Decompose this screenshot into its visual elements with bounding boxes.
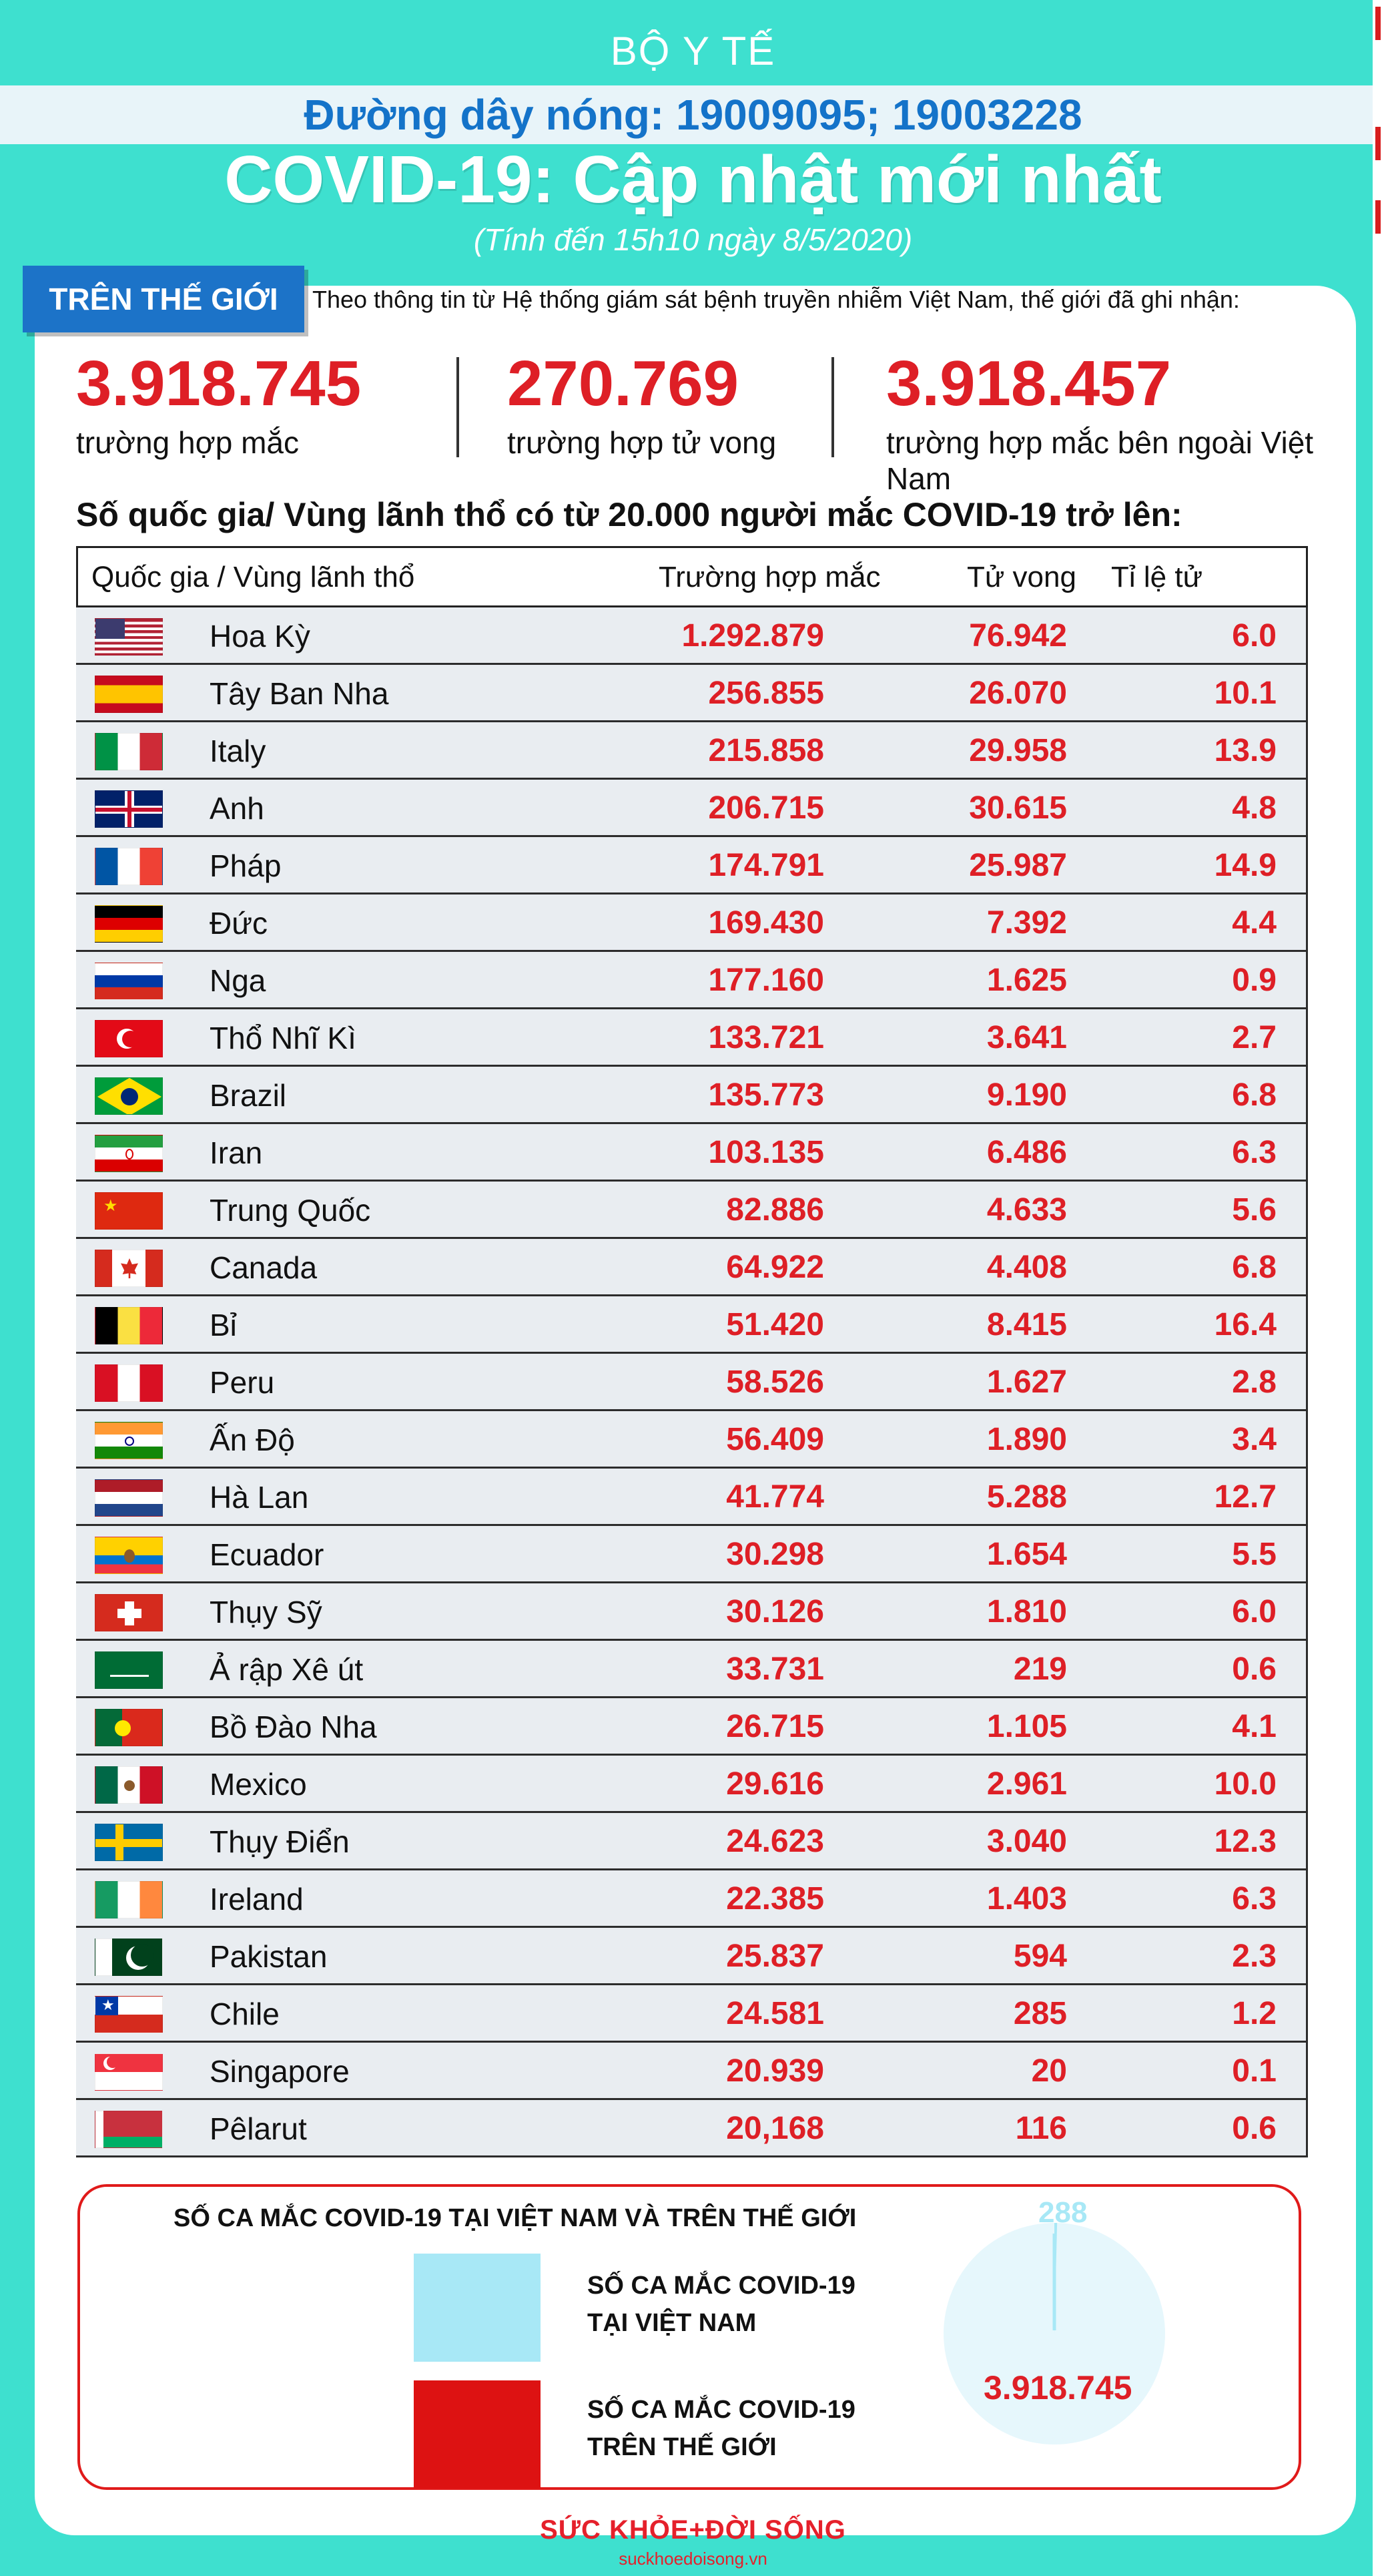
death-rate-cell: 2.3 — [1232, 1939, 1277, 1974]
country-name: Ireland — [210, 1882, 304, 1916]
deaths-cell: 25.987 — [969, 848, 1067, 883]
table-row — [76, 837, 1308, 894]
world-section-tag: TRÊN THẾ GIỚI — [23, 266, 304, 332]
table-row — [76, 1009, 1308, 1067]
table-row — [76, 2043, 1308, 2100]
cases-cell: 174.791 — [708, 848, 824, 883]
death-rate-cell: 3.4 — [1232, 1422, 1277, 1457]
country-name: Thụy Điển — [210, 1824, 350, 1859]
header-cases: Trường hợp mắc — [659, 561, 881, 593]
cases-cell: 24.623 — [726, 1824, 824, 1859]
cases-cell: 135.773 — [708, 1077, 824, 1113]
table-row — [76, 1411, 1308, 1469]
stat-divider — [456, 357, 459, 457]
deaths-cell: 219 — [1013, 1651, 1067, 1687]
belarus-flag-icon — [95, 2111, 163, 2148]
chile-flag-icon: ★ — [95, 1996, 163, 2033]
table-title: Số quốc gia/ Vùng lãnh thổ có từ 20.000 người mắc COVID-19 trở lên: — [76, 496, 1182, 533]
brazil-flag-icon — [95, 1077, 163, 1115]
deaths-cell: 1.810 — [986, 1594, 1067, 1629]
death-rate-cell: 6.0 — [1232, 1594, 1277, 1629]
country-name: Ấn Độ — [210, 1423, 295, 1457]
deaths-cell: 1.890 — [986, 1422, 1067, 1457]
country-name: Hà Lan — [210, 1480, 309, 1515]
org-name: BỘ Y TẾ — [610, 29, 776, 73]
table-row — [76, 1354, 1308, 1411]
country-name: Italy — [210, 734, 266, 768]
death-rate-cell: 12.3 — [1214, 1824, 1277, 1859]
cases-cell: 51.420 — [726, 1307, 824, 1342]
cases-cell: 169.430 — [708, 905, 824, 941]
country-name: Brazil — [210, 1078, 287, 1113]
deaths-cell: 1.105 — [986, 1709, 1067, 1744]
table-row — [76, 665, 1308, 722]
stat-value: 270.769 — [507, 348, 739, 419]
death-rate-cell: 4.8 — [1232, 790, 1277, 826]
canada-flag-icon — [95, 1250, 163, 1287]
cases-cell: 64.922 — [726, 1250, 824, 1285]
death-rate-cell: 1.2 — [1232, 1996, 1277, 2031]
deaths-cell: 5.288 — [986, 1479, 1067, 1515]
table-row — [76, 1067, 1308, 1124]
country-name: Thụy Sỹ — [210, 1595, 322, 1629]
table-row — [76, 1985, 1308, 2043]
cases-cell: 82.886 — [726, 1192, 824, 1228]
death-rate-cell: 14.9 — [1214, 848, 1277, 883]
as-of-date: (Tính đến 15h10 ngày 8/5/2020) — [473, 222, 913, 257]
stat-total-cases — [76, 347, 361, 461]
stat-divider — [831, 357, 834, 457]
deaths-cell: 4.408 — [986, 1250, 1067, 1285]
header-country: Quốc gia / Vùng lãnh thổ — [91, 561, 415, 593]
death-rate-cell: 4.1 — [1232, 1709, 1277, 1744]
death-rate-cell: 12.7 — [1214, 1479, 1277, 1515]
footer-brand-logo: SỨC KHỎE+ĐỜI SỐNG — [540, 2515, 846, 2545]
death-rate-cell: 2.8 — [1232, 1364, 1277, 1400]
death-rate-cell: 10.0 — [1214, 1766, 1277, 1802]
cases-cell: 25.837 — [726, 1939, 824, 1974]
cases-cell: 58.526 — [726, 1364, 824, 1400]
deaths-cell: 116 — [1015, 2111, 1067, 2146]
cases-cell: 1.292.879 — [681, 618, 824, 654]
deaths-cell: 7.392 — [986, 905, 1067, 941]
iran-flag-icon — [95, 1135, 163, 1172]
cases-cell: 56.409 — [726, 1422, 824, 1457]
cases-cell: 30.298 — [726, 1537, 824, 1572]
us-flag-icon — [95, 618, 163, 656]
pie-chart-panel — [77, 2184, 1301, 2490]
cases-cell: 133.721 — [708, 1020, 824, 1055]
world-intro-text: Theo thông tin từ Hệ thống giám sát bệnh truyền nhiễm Việt Nam, thế giới đã ghi nhận: — [312, 286, 1240, 313]
deaths-cell: 4.633 — [986, 1192, 1067, 1228]
death-rate-cell: 0.6 — [1232, 2111, 1277, 2146]
saudi-arabia-flag-icon — [95, 1651, 163, 1689]
deaths-cell: 1.627 — [986, 1364, 1067, 1400]
table-row — [76, 2100, 1308, 2157]
deaths-cell: 76.942 — [969, 618, 1067, 654]
cases-cell: 20.939 — [726, 2053, 824, 2089]
pakistan-flag-icon — [95, 1939, 163, 1976]
peru-flag-icon — [95, 1364, 163, 1402]
country-name: Hoa Kỳ — [210, 619, 310, 654]
france-flag-icon — [95, 848, 163, 885]
deaths-cell: 2.961 — [986, 1766, 1067, 1802]
country-name: Tây Ban Nha — [210, 676, 389, 711]
table-row — [76, 1296, 1308, 1354]
cases-cell: 33.731 — [726, 1651, 824, 1687]
header-deaths: Tử vong — [967, 561, 1076, 593]
death-rate-cell: 10.1 — [1214, 676, 1277, 711]
deaths-cell: 3.641 — [986, 1020, 1067, 1055]
hotline-band — [0, 85, 1386, 144]
cases-cell: 206.715 — [708, 790, 824, 826]
deaths-cell: 1.654 — [986, 1537, 1067, 1572]
death-rate-cell: 0.9 — [1232, 963, 1277, 998]
death-rate-cell: 6.8 — [1232, 1077, 1277, 1113]
belgium-flag-icon — [95, 1307, 163, 1344]
spain-flag-icon — [95, 676, 163, 713]
country-name: Pêlarut — [210, 2111, 307, 2146]
deaths-cell: 285 — [1013, 1996, 1067, 2031]
cases-cell: 41.774 — [726, 1479, 824, 1515]
country-name: Pháp — [210, 848, 282, 883]
deaths-cell: 20 — [1031, 2053, 1067, 2089]
pie-chart — [908, 2194, 1201, 2487]
death-rate-cell: 0.6 — [1232, 1651, 1277, 1687]
germany-flag-icon — [95, 905, 163, 943]
table-row — [76, 1239, 1308, 1296]
chart-title: SỐ CA MẮC COVID-19 TẠI VIỆT NAM VÀ TRÊN THẾ GIỚI — [174, 2204, 857, 2232]
ecuador-flag-icon — [95, 1537, 163, 1574]
death-rate-cell: 13.9 — [1214, 733, 1277, 768]
table-row — [76, 1698, 1308, 1756]
italy-flag-icon — [95, 733, 163, 770]
china-flag-icon: ★ — [95, 1192, 163, 1230]
legend-label-vietnam: SỐ CA MẮC COVID-19 TẠI VIỆT NAM — [587, 2272, 855, 2337]
country-name: Chile — [210, 1997, 280, 2031]
death-rate-cell: 16.4 — [1214, 1307, 1277, 1342]
table-row — [76, 1756, 1308, 1813]
table-row — [76, 1870, 1308, 1928]
cases-cell: 30.126 — [726, 1594, 824, 1629]
legend-label-world: SỐ CA MẮC COVID-19 TRÊN THẾ GIỚI — [587, 2396, 855, 2461]
pie-label-world: 3.918.745 — [984, 2369, 1132, 2406]
country-table — [76, 546, 1308, 2157]
table-row — [76, 1928, 1308, 1985]
country-name: Peru — [210, 1365, 275, 1400]
stat-value: 3.918.457 — [886, 348, 1172, 419]
cases-cell: 256.855 — [708, 676, 824, 711]
deaths-cell: 1.625 — [986, 963, 1067, 998]
netherlands-flag-icon — [95, 1479, 163, 1517]
death-rate-cell: 2.7 — [1232, 1020, 1277, 1055]
deaths-cell: 3.040 — [986, 1824, 1067, 1859]
uk-flag-icon — [95, 790, 163, 828]
deaths-cell: 29.958 — [969, 733, 1067, 768]
table-header — [76, 546, 1308, 607]
table-row — [76, 1641, 1308, 1698]
table-row — [76, 1526, 1308, 1583]
death-rate-cell: 6.3 — [1232, 1135, 1277, 1170]
ireland-flag-icon — [95, 1881, 163, 1918]
country-name: Anh — [210, 791, 264, 826]
death-rate-cell: 5.6 — [1232, 1192, 1277, 1228]
stat-label: trường hợp mắc bên ngoài Việt Nam — [886, 425, 1314, 496]
deaths-cell: 594 — [1013, 1939, 1067, 1974]
country-name: Đức — [210, 906, 268, 941]
deaths-cell: 8.415 — [986, 1307, 1067, 1342]
pie-label-vietnam: 288 — [1038, 2196, 1088, 2229]
russia-flag-icon — [95, 963, 163, 1000]
table-row — [76, 1124, 1308, 1182]
portugal-flag-icon — [95, 1709, 163, 1746]
country-name: Trung Quốc — [210, 1193, 371, 1228]
stat-value: 3.918.745 — [76, 348, 362, 419]
cases-cell: 29.616 — [726, 1766, 824, 1802]
country-name: Ecuador — [210, 1537, 324, 1572]
table-row — [76, 1469, 1308, 1526]
table-row — [76, 1182, 1308, 1239]
table-row — [76, 607, 1308, 665]
stat-label: trường hợp mắc — [76, 425, 300, 460]
legend-swatch-world — [414, 2380, 541, 2489]
stat-label: trường hợp tử vong — [507, 425, 777, 460]
death-rate-cell: 6.3 — [1232, 1881, 1277, 1916]
death-rate-cell: 4.4 — [1232, 905, 1277, 941]
country-name: Bỉ — [210, 1308, 237, 1342]
country-name: Bồ Đào Nha — [210, 1710, 377, 1744]
cases-cell: 177.160 — [708, 963, 824, 998]
singapore-flag-icon — [95, 2053, 163, 2091]
page-title: COVID-19: Cập nhật mới nhất — [224, 142, 1162, 217]
country-name: Mexico — [210, 1767, 307, 1802]
stat-cases-outside-vn — [886, 347, 1386, 497]
cases-cell: 24.581 — [726, 1996, 824, 2031]
sweden-flag-icon — [95, 1824, 163, 1861]
country-name: Ả rập Xê út — [210, 1652, 364, 1687]
mexico-flag-icon — [95, 1766, 163, 1804]
table-row — [76, 722, 1308, 780]
country-name: Nga — [210, 963, 266, 998]
legend-swatch-vietnam — [414, 2254, 541, 2362]
switzerland-flag-icon — [95, 1594, 163, 1631]
cases-cell: 215.858 — [708, 733, 824, 768]
header-rate: Tỉ lệ tử — [1111, 561, 1203, 593]
stat-deaths — [507, 347, 776, 461]
table-row — [76, 1813, 1308, 1870]
death-rate-cell: 0.1 — [1232, 2053, 1277, 2089]
table-row — [76, 952, 1308, 1009]
cases-cell: 26.715 — [726, 1709, 824, 1744]
cases-cell: 22.385 — [726, 1881, 824, 1916]
india-flag-icon — [95, 1422, 163, 1459]
hotline-text: Đường dây nóng: 19009095; 19003228 — [304, 91, 1082, 139]
cases-cell: 103.135 — [708, 1135, 824, 1170]
deaths-cell: 26.070 — [969, 676, 1067, 711]
cases-cell: 20,168 — [726, 2111, 824, 2146]
deaths-cell: 9.190 — [986, 1077, 1067, 1113]
table-row — [76, 894, 1308, 952]
deaths-cell: 1.403 — [986, 1881, 1067, 1916]
country-name: Thổ Nhĩ Kì — [210, 1021, 356, 1055]
country-name: Iran — [210, 1135, 263, 1170]
deaths-cell: 30.615 — [969, 790, 1067, 826]
country-name: Canada — [210, 1250, 318, 1285]
table-row — [76, 780, 1308, 837]
death-rate-cell: 6.8 — [1232, 1250, 1277, 1285]
country-name: Singapore — [210, 2054, 350, 2089]
footer-url: suckhoedoisong.vn — [619, 2549, 767, 2569]
death-rate-cell: 6.0 — [1232, 618, 1277, 654]
turkey-flag-icon — [95, 1020, 163, 1057]
deaths-cell: 6.486 — [986, 1135, 1067, 1170]
country-name: Pakistan — [210, 1939, 328, 1974]
table-row — [76, 1583, 1308, 1641]
death-rate-cell: 5.5 — [1232, 1537, 1277, 1572]
